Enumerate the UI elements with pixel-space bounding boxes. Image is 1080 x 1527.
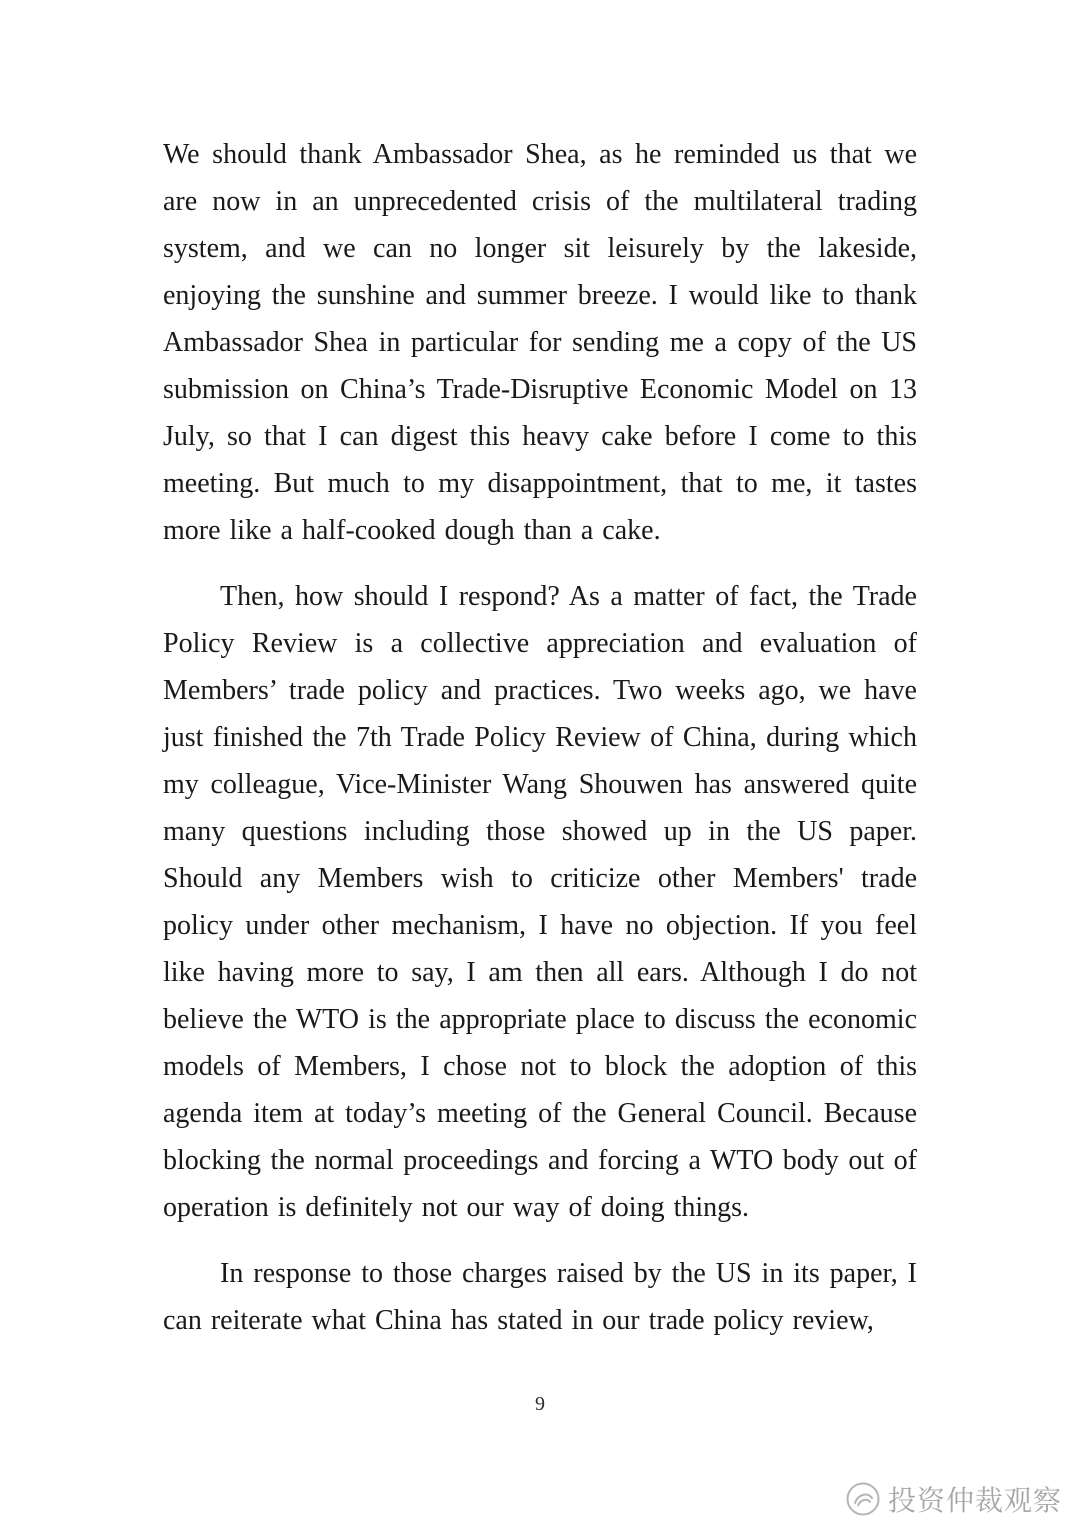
paragraph: We should thank Ambassador Shea, as he reminded us that we are now in an unprecedented crisis of the multilateral trading system, and we can no longer sit leisurely by the lakeside, enjoying the sunshine and summer breeze. I would like to thank Ambassador Shea in particular for sending me a copy of the US submission on China’s Trade-Disruptive Economic Model on 13 July, so that I can digest this heavy cake before I come to this meeting. But much to my disappointment, that to me, it tastes more like a half-cooked dough than a cake. — [163, 139, 917, 546]
observer-logo-icon — [846, 1482, 880, 1516]
watermark — [846, 1479, 1062, 1519]
page-number: 9 — [535, 1393, 545, 1415]
document-body — [163, 131, 917, 1363]
paragraph: In response to those charges raised by the US in its paper, I can reiterate what China has stated in our trade policy review, — [163, 1258, 917, 1336]
paragraph: Then, how should I respond? As a matter of fact, the Trade Policy Review is a collective appreciation and evaluation of Members’ trade policy and practices. Two weeks ago, we have just finished the 7th Trade Policy Review of China, during which my colleague, Vice-Minister Wang Shouwen has answered quite many questions including those showed up in the US paper. Should any Members wish to criticize other Members' trade policy under other mechanism, I have no objection. If you feel like having more to say, I am then all ears. Although I do not believe the WTO is the appropriate place to discuss the economic models of Members, I chose not to block the adoption of this agenda item at today’s meeting of the General Council. Because blocking the normal proceedings and forcing a WTO body out of operation is definitely not our way of doing things. — [163, 581, 917, 1223]
watermark-text: 投资仲裁观察 — [887, 1484, 1062, 1517]
